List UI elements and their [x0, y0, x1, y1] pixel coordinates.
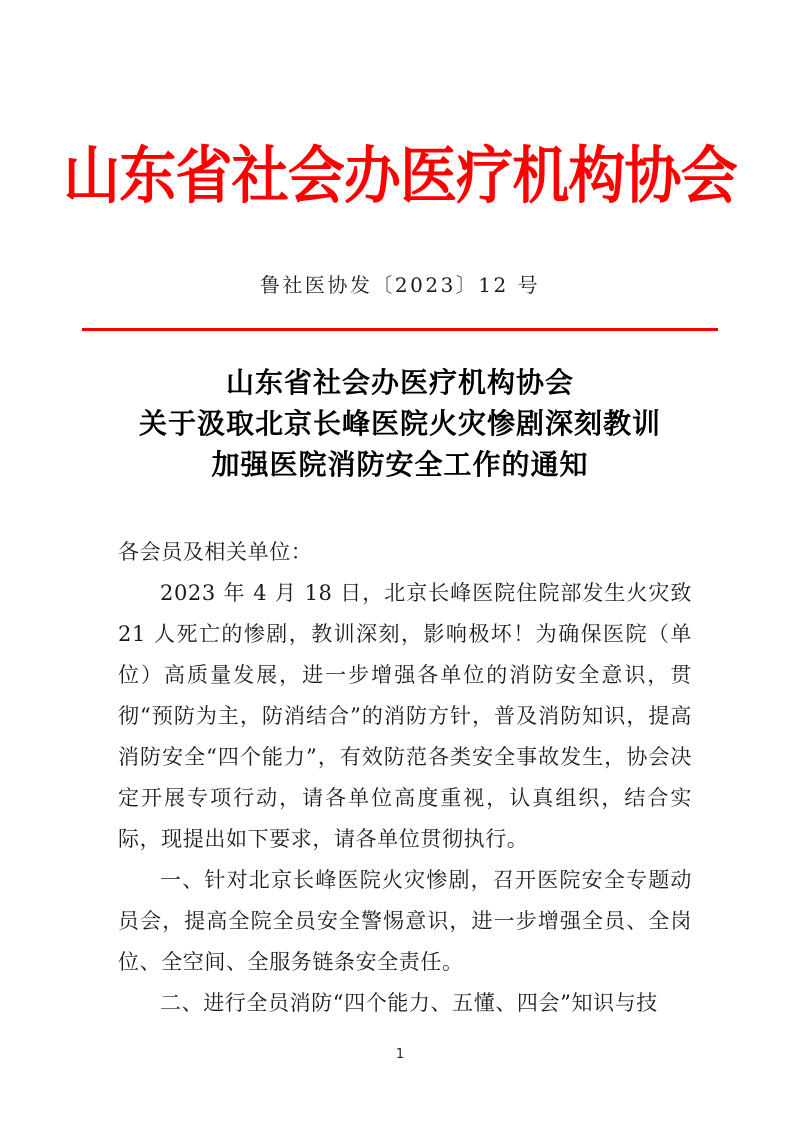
- letterhead-title: 山东省社会办医疗机构协会: [63, 139, 737, 212]
- body-paragraph-item-2: 二、进行全员消防“四个能力、五懂、四会”知识与技: [160, 991, 658, 1015]
- document-title: [0, 362, 800, 485]
- document-title-line-3: 加强医院消防安全工作的通知: [211, 448, 589, 481]
- document-title-line-1: 山东省社会办医疗机构协会: [225, 366, 574, 399]
- document-serial-number: 鲁社医协发〔2023〕12 号: [259, 273, 541, 297]
- document-body: [118, 532, 692, 1024]
- salutation: 各会员及相关单位：: [118, 540, 313, 564]
- red-divider-rule: [82, 328, 718, 331]
- body-paragraph-item-1: 一、针对北京长峰医院火灾惨剧，召开医院安全专题动员会，提高全院全员安全警惕意识，进一步增强全员、全岗位、全空间、全服务链条安全责任。: [118, 868, 692, 974]
- page-number: 1: [395, 1047, 405, 1062]
- body-paragraph-intro: 2023 年 4 月 18 日，北京长峰医院住院部发生火灾致 21 人死亡的惨剧，教训深刻，影响极坏！为确保医院（单位）高质量发展，进一步增强各单位的消防安全意识，贯彻“预防为主，防消结合”的消防方针，普及消防知识，提高消防安全“四个能力”，有效防范各类安全事故发生，协会决定开展专项行动，请各单位高度重视，认真组织，结合实际，现提出如下要求，请各单位贯彻执行。: [118, 581, 692, 851]
- document-title-line-2: 关于汲取北京长峰医院火灾惨剧深刻教训: [138, 407, 661, 440]
